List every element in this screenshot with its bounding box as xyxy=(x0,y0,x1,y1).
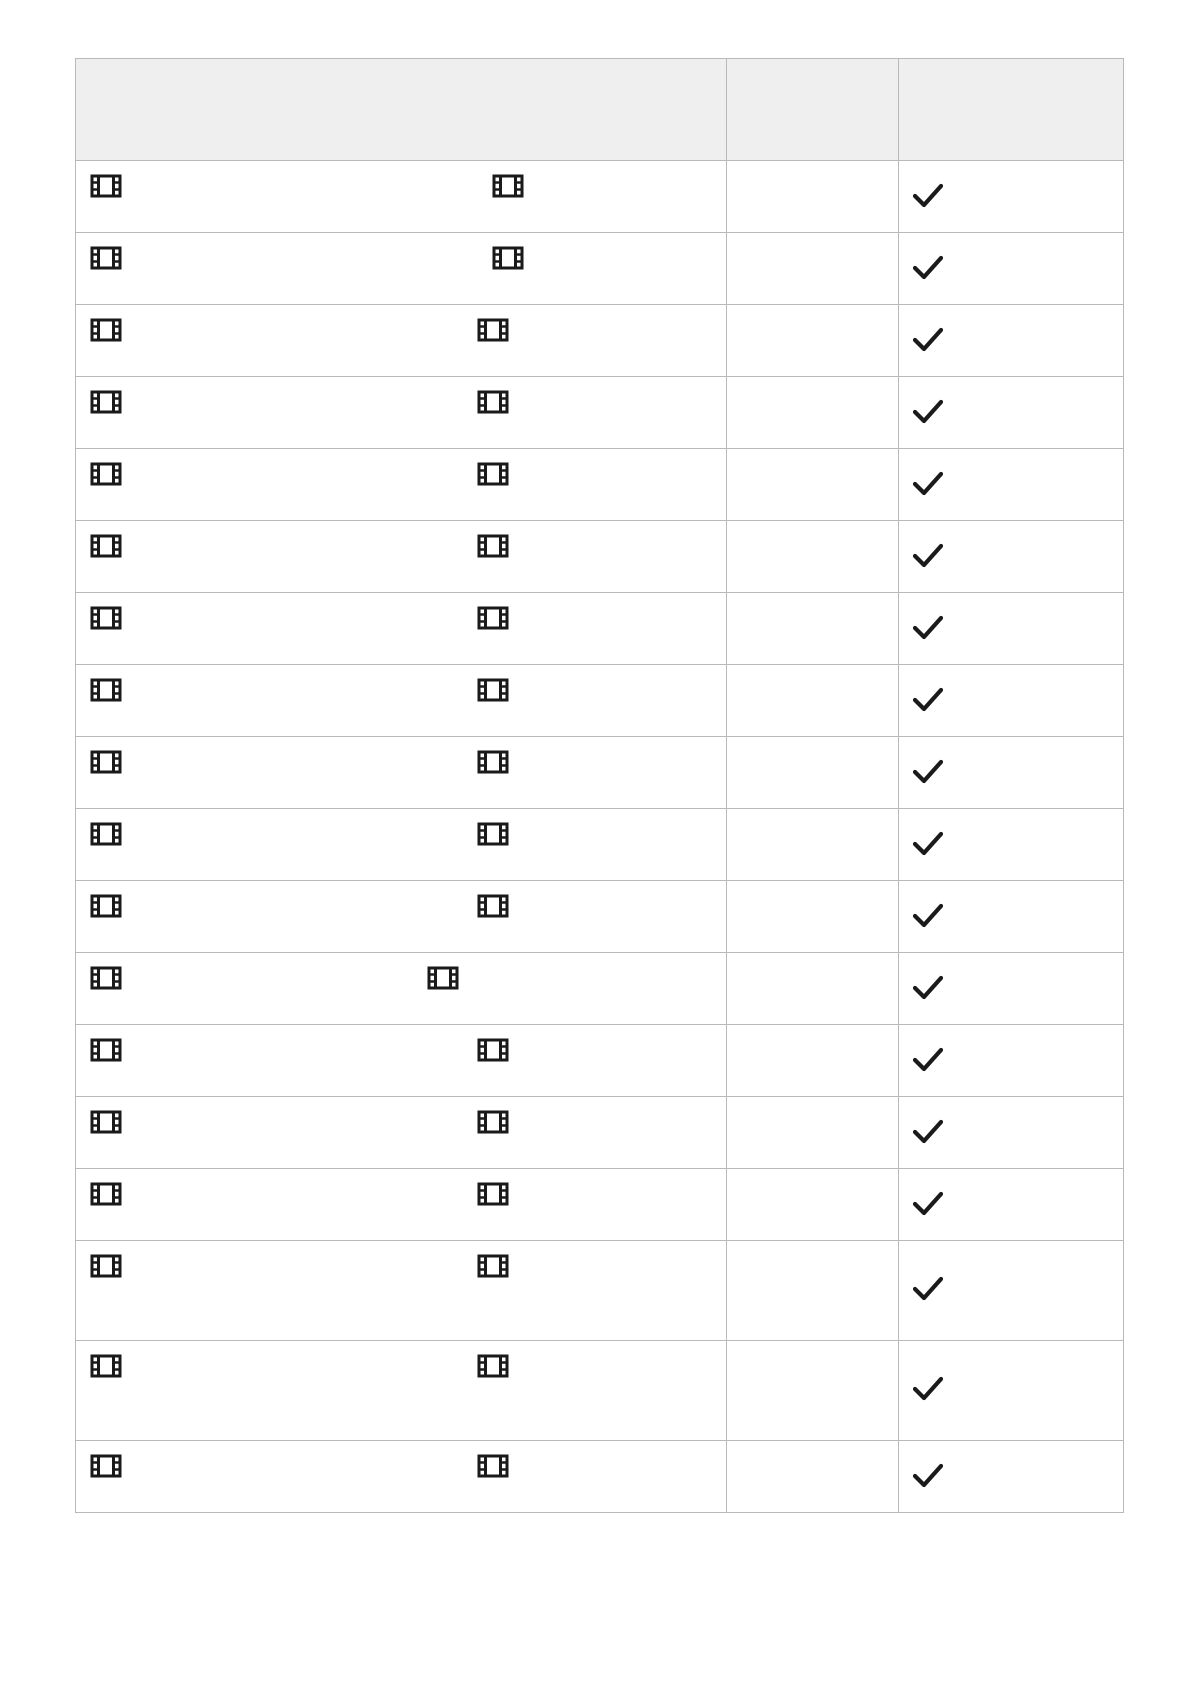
film-icon xyxy=(477,1452,509,1480)
value-cell xyxy=(726,665,898,737)
check-icon xyxy=(913,1119,943,1150)
table-row xyxy=(76,1025,1124,1097)
header-cell-supported xyxy=(899,59,1124,161)
value-cell xyxy=(726,1097,898,1169)
film-icon xyxy=(477,1036,509,1064)
name-cell xyxy=(76,1025,727,1097)
value-cell xyxy=(726,1025,898,1097)
table-row xyxy=(76,953,1124,1025)
check-icon xyxy=(913,831,943,862)
film-icon xyxy=(90,676,122,704)
value-cell xyxy=(726,521,898,593)
name-cell xyxy=(76,1097,727,1169)
name-cell xyxy=(76,1341,727,1441)
value-cell xyxy=(726,1441,898,1513)
film-icon xyxy=(90,460,122,488)
check-icon xyxy=(913,975,943,1006)
value-cell xyxy=(726,305,898,377)
table-row xyxy=(76,377,1124,449)
check-icon xyxy=(913,1276,943,1307)
table-row xyxy=(76,1441,1124,1513)
check-icon xyxy=(913,1376,943,1407)
supported-cell xyxy=(899,737,1124,809)
film-icon xyxy=(90,244,122,272)
table-header-row xyxy=(76,59,1124,161)
table-row xyxy=(76,665,1124,737)
film-icon xyxy=(90,892,122,920)
check-icon xyxy=(913,471,943,502)
name-cell xyxy=(76,665,727,737)
supported-cell xyxy=(899,233,1124,305)
check-icon xyxy=(913,399,943,430)
film-icon xyxy=(90,316,122,344)
check-icon xyxy=(913,327,943,358)
value-cell xyxy=(726,1169,898,1241)
supported-cell xyxy=(899,377,1124,449)
supported-cell xyxy=(899,449,1124,521)
table-row xyxy=(76,161,1124,233)
value-cell xyxy=(726,1341,898,1441)
supported-cell xyxy=(899,1341,1124,1441)
film-icon xyxy=(90,172,122,200)
name-cell xyxy=(76,521,727,593)
supported-cell xyxy=(899,521,1124,593)
film-icon xyxy=(90,1352,122,1380)
supported-cell xyxy=(899,953,1124,1025)
film-icon xyxy=(477,1252,509,1280)
film-icon xyxy=(90,964,122,992)
supported-cell xyxy=(899,809,1124,881)
name-cell xyxy=(76,377,727,449)
film-icon xyxy=(477,820,509,848)
value-cell xyxy=(726,161,898,233)
check-icon xyxy=(913,183,943,214)
compatibility-table xyxy=(75,58,1124,1513)
check-icon xyxy=(913,615,943,646)
supported-cell xyxy=(899,1025,1124,1097)
film-icon xyxy=(477,1180,509,1208)
table-row xyxy=(76,449,1124,521)
film-icon xyxy=(90,388,122,416)
film-icon xyxy=(477,316,509,344)
supported-cell xyxy=(899,1169,1124,1241)
check-icon xyxy=(913,1191,943,1222)
supported-cell xyxy=(899,665,1124,737)
supported-cell xyxy=(899,1097,1124,1169)
check-icon xyxy=(913,255,943,286)
name-cell xyxy=(76,881,727,953)
film-icon xyxy=(90,532,122,560)
check-icon xyxy=(913,687,943,718)
film-icon xyxy=(90,1036,122,1064)
table-row xyxy=(76,1097,1124,1169)
table-row xyxy=(76,1241,1124,1341)
check-icon xyxy=(913,903,943,934)
header-cell-name xyxy=(76,59,727,161)
name-cell xyxy=(76,1241,727,1341)
supported-cell xyxy=(899,161,1124,233)
film-icon xyxy=(477,532,509,560)
value-cell xyxy=(726,449,898,521)
header-cell-value xyxy=(726,59,898,161)
table-row xyxy=(76,737,1124,809)
name-cell xyxy=(76,233,727,305)
film-icon xyxy=(90,748,122,776)
name-cell xyxy=(76,1169,727,1241)
supported-cell xyxy=(899,1241,1124,1341)
name-cell xyxy=(76,449,727,521)
check-icon xyxy=(913,1047,943,1078)
supported-cell xyxy=(899,881,1124,953)
value-cell xyxy=(726,881,898,953)
film-icon xyxy=(492,172,524,200)
film-icon xyxy=(477,1352,509,1380)
check-icon xyxy=(913,1463,943,1494)
table-row xyxy=(76,1341,1124,1441)
supported-cell xyxy=(899,1441,1124,1513)
value-cell xyxy=(726,737,898,809)
table-row xyxy=(76,593,1124,665)
table-row xyxy=(76,305,1124,377)
name-cell xyxy=(76,305,727,377)
value-cell xyxy=(726,809,898,881)
film-icon xyxy=(90,1452,122,1480)
value-cell xyxy=(726,953,898,1025)
film-icon xyxy=(90,1108,122,1136)
table-body xyxy=(76,161,1124,1513)
table-row xyxy=(76,1169,1124,1241)
value-cell xyxy=(726,593,898,665)
film-icon xyxy=(427,964,459,992)
film-icon xyxy=(477,460,509,488)
film-icon xyxy=(90,820,122,848)
table-row xyxy=(76,809,1124,881)
film-icon xyxy=(492,244,524,272)
name-cell xyxy=(76,593,727,665)
value-cell xyxy=(726,233,898,305)
film-icon xyxy=(90,604,122,632)
table-row xyxy=(76,521,1124,593)
film-icon xyxy=(477,748,509,776)
supported-cell xyxy=(899,593,1124,665)
film-icon xyxy=(477,388,509,416)
check-icon xyxy=(913,759,943,790)
check-icon xyxy=(913,543,943,574)
supported-cell xyxy=(899,305,1124,377)
film-icon xyxy=(90,1180,122,1208)
name-cell xyxy=(76,161,727,233)
film-icon xyxy=(477,676,509,704)
film-icon xyxy=(477,604,509,632)
table-row xyxy=(76,233,1124,305)
film-icon xyxy=(477,1108,509,1136)
value-cell xyxy=(726,1241,898,1341)
film-icon xyxy=(90,1252,122,1280)
name-cell xyxy=(76,1441,727,1513)
value-cell xyxy=(726,377,898,449)
table-row xyxy=(76,881,1124,953)
name-cell xyxy=(76,953,727,1025)
name-cell xyxy=(76,809,727,881)
name-cell xyxy=(76,737,727,809)
film-icon xyxy=(477,892,509,920)
